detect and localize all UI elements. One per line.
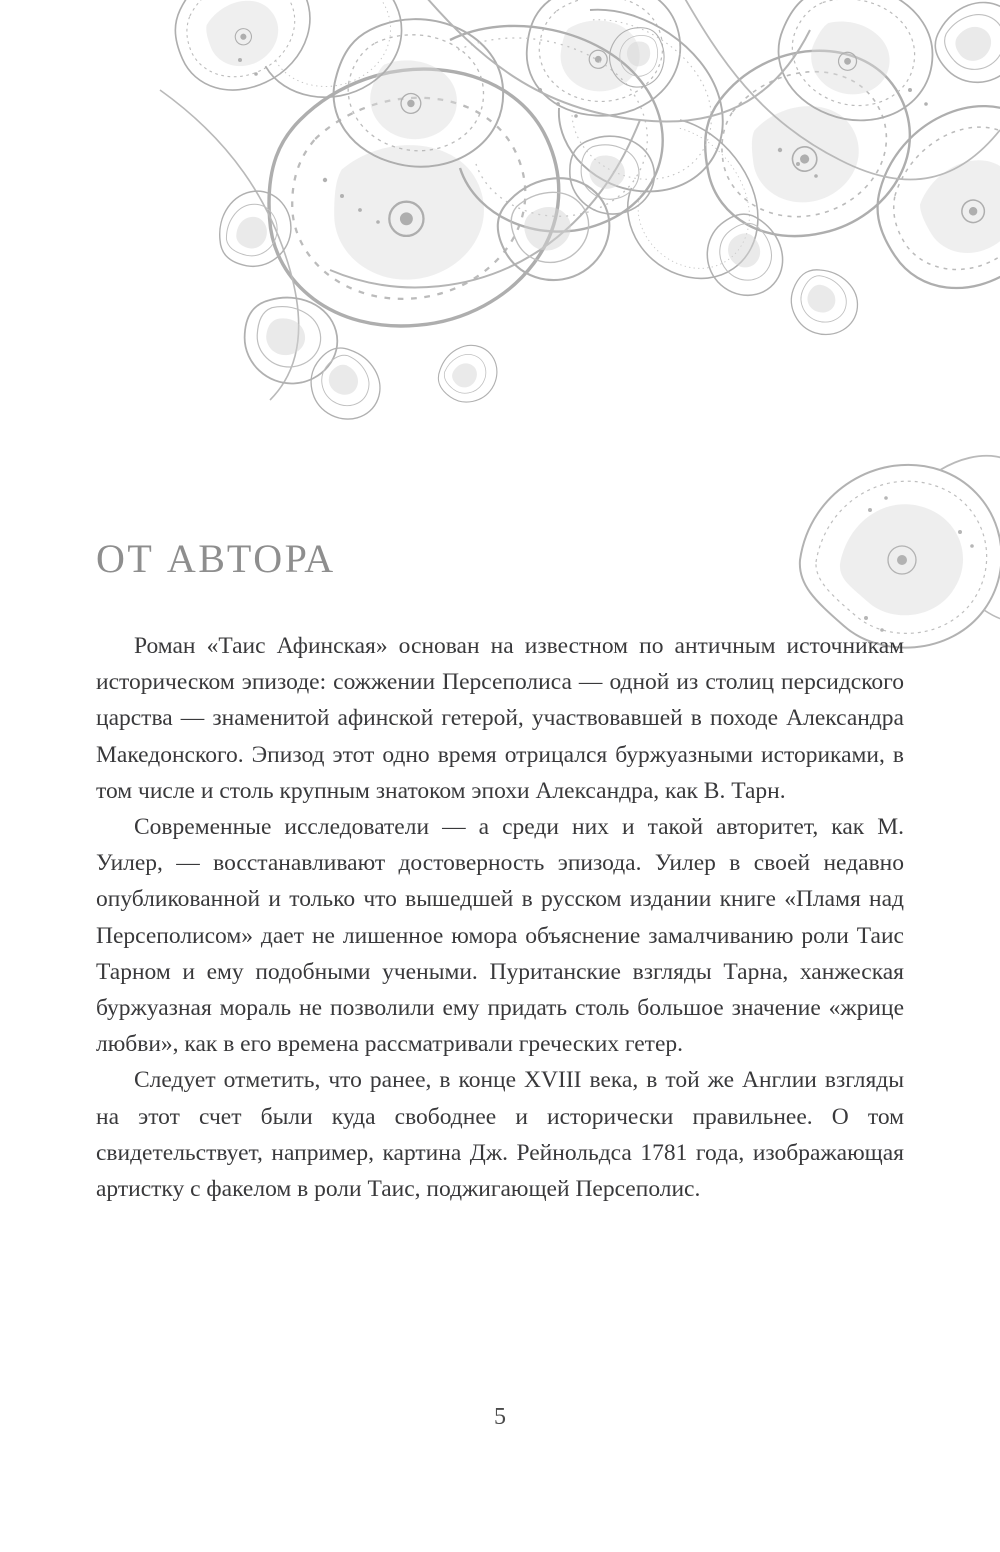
paragraph: Роман «Таис Афинская» основан на известном по античным источникам историческом эпизоде: сожжении Персеполиса — одной из столиц персидского царства — знаменитой афинской гетерой, участвовавшей в походе Александра Македонского. Эпизод этот одно время отрицался буржуазными историками, в том числе и столь крупным знатоком эпохи Александра, как В. Тарн.	[96, 633, 904, 804]
page-title: ОТ АВТОРА	[96, 535, 336, 581]
body-text	[96, 628, 904, 1207]
paragraph: Современные исследователи — а среди них и такой авторитет, как М. Уилер, — восстанавливают достоверность эпизода. Уилер в своей недавно опубликованной и только что вышедшей в русском издании книге «Пламя над Персеполисом» дает не лишенное юмора объяснение замалчиванию роли Таис Тарном и ему подобными учеными. Пуританские взгляды Тарна, ханжеская буржуазная мораль не позволили ему придать столь большое значение «жрице любви», как в его времена рассматривали греческих гетер.	[96, 814, 904, 1058]
paisley-ornament-top-icon	[120, 0, 1000, 490]
paragraph: Следует отметить, что ранее, в конце XVIII века, в той же Англии взгляды на этот счет были куда свободнее и исторически правильнее. О том свидетельствует, например, картина Дж. Рейнольдса 1781 года, изображающая артистку с факелом в роли Таис, поджигающей Персеполис.	[96, 1067, 904, 1203]
paisley-ornament-right-icon	[770, 440, 1000, 660]
page-number: 5	[494, 1404, 506, 1430]
